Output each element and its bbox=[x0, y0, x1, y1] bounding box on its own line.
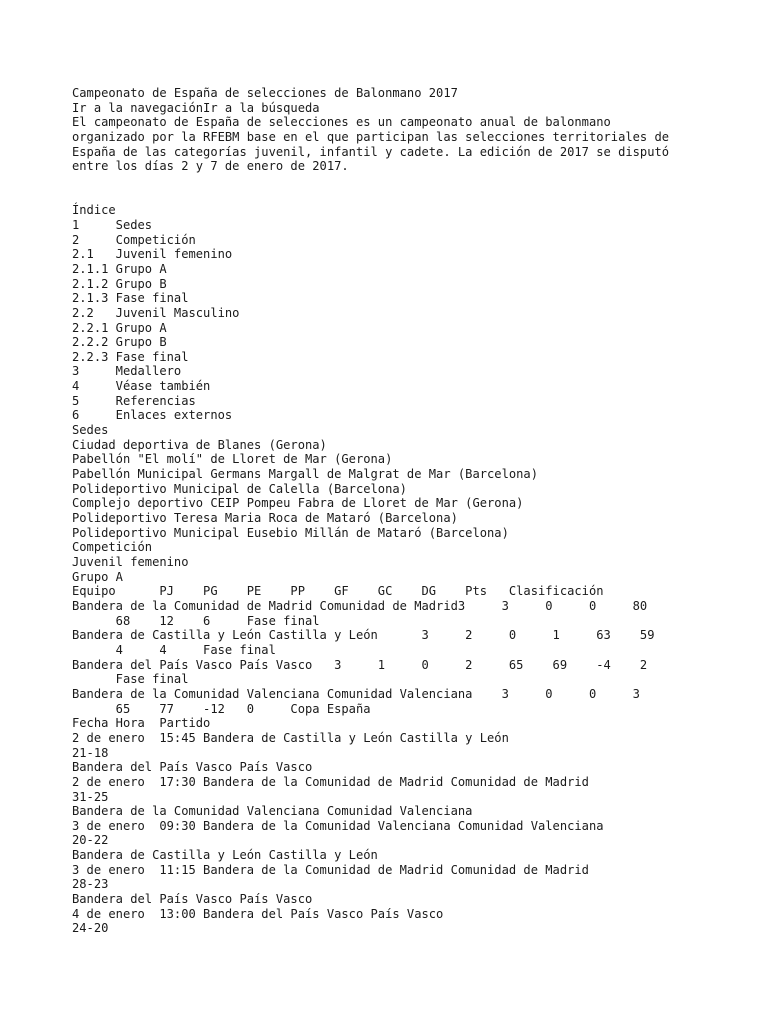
document-line: 3 de enero 09:30 Bandera de la Comunidad Valenciana Comunidad Valenciana bbox=[72, 818, 604, 833]
document-line: Bandera de Castilla y León Castilla y León bbox=[72, 848, 378, 863]
document-line: Ir a la navegaciónIr a la búsqueda bbox=[72, 100, 320, 115]
document-line: Competición bbox=[72, 540, 153, 555]
document-line: Pabellón "El molí" de Lloret de Mar (Gerona) bbox=[72, 452, 393, 467]
document-line: 2.2 Juvenil Masculino bbox=[72, 305, 240, 320]
document-line: 1 Sedes bbox=[72, 217, 153, 232]
document-line: Bandera del País Vasco País Vasco bbox=[72, 760, 313, 775]
document-line: Bandera de Castilla y León Castilla y León 3 2 0 1 63 59 bbox=[72, 628, 655, 643]
document-line: Campeonato de España de selecciones de Balonmano 2017 bbox=[72, 86, 458, 100]
document-line: 2.1.1 Grupo A bbox=[72, 261, 167, 276]
document-line: 6 Enlaces externos bbox=[72, 408, 233, 423]
document-line: 2.1 Juvenil femenino bbox=[72, 247, 233, 262]
document-line bbox=[72, 174, 762, 189]
document-line: 2.2.1 Grupo A bbox=[72, 320, 167, 335]
document-line: 21-18 bbox=[72, 745, 109, 760]
document-line: 4 Véase también bbox=[72, 379, 211, 394]
document-line: Sedes bbox=[72, 423, 109, 438]
document-line: 2.2.2 Grupo B bbox=[72, 335, 167, 350]
document-line: 68 12 6 Fase final bbox=[72, 613, 320, 628]
document-line: 2 de enero 15:45 Bandera de Castilla y León Castilla y León bbox=[72, 730, 509, 745]
document-text bbox=[72, 86, 762, 936]
document-line: 3 Medallero bbox=[72, 364, 182, 379]
document-line: Índice bbox=[72, 203, 116, 218]
document-line: 5 Referencias bbox=[72, 393, 196, 408]
document-line: 31-25 bbox=[72, 789, 109, 804]
document-line: Bandera del País Vasco País Vasco bbox=[72, 892, 313, 907]
document-line: organizado por la RFEBM base en el que participan las selecciones territoriales de bbox=[72, 129, 670, 144]
document-line: Bandera de la Comunidad Valenciana Comunidad Valenciana bbox=[72, 804, 473, 819]
document-line: 24-20 bbox=[72, 921, 109, 936]
document-line: Grupo A bbox=[72, 569, 123, 584]
document-line: Bandera de la Comunidad de Madrid Comunidad de Madrid3 3 0 0 80 bbox=[72, 598, 648, 613]
document-line: Polideportivo Municipal Eusebio Millán de Mataró (Barcelona) bbox=[72, 525, 509, 540]
document-line: 4 de enero 13:00 Bandera del País Vasco País Vasco bbox=[72, 906, 444, 921]
document-line: Equipo PJ PG PE PP GF GC DG Pts Clasificación bbox=[72, 584, 604, 599]
document-line: Fase final bbox=[72, 672, 189, 687]
document-line: 2.1.3 Fase final bbox=[72, 291, 189, 306]
document-line: Fecha Hora Partido bbox=[72, 716, 211, 731]
document-line: Polideportivo Teresa Maria Roca de Mataró (Barcelona) bbox=[72, 511, 458, 526]
document-line: 2.2.3 Fase final bbox=[72, 349, 189, 364]
document-line: El campeonato de España de selecciones es un campeonato anual de balonmano bbox=[72, 115, 611, 130]
document-line: Complejo deportivo CEIP Pompeu Fabra de Lloret de Mar (Gerona) bbox=[72, 496, 524, 511]
document-line: Juvenil femenino bbox=[72, 555, 189, 569]
document-line: Bandera de la Comunidad Valenciana Comunidad Valenciana 3 0 0 3 bbox=[72, 686, 640, 701]
document-line: 3 de enero 11:15 Bandera de la Comunidad de Madrid Comunidad de Madrid bbox=[72, 862, 589, 877]
document-line: 2.1.2 Grupo B bbox=[72, 276, 167, 291]
document-line: entre los días 2 y 7 de enero de 2017. bbox=[72, 159, 349, 174]
document-line: 2 de enero 17:30 Bandera de la Comunidad de Madrid Comunidad de Madrid bbox=[72, 774, 589, 789]
document-line: 28-23 bbox=[72, 877, 109, 892]
document-line: Polideportivo Municipal de Calella (Barcelona) bbox=[72, 481, 407, 496]
document-line: España de las categorías juvenil, infantil y cadete. La edición de 2017 se disputó bbox=[72, 144, 670, 159]
document-line: Ciudad deportiva de Blanes (Gerona) bbox=[72, 437, 327, 452]
document-line: 4 4 Fase final bbox=[72, 642, 276, 657]
document-line: Bandera del País Vasco País Vasco 3 1 0 2 65 69 -4 2 bbox=[72, 657, 648, 672]
document-line bbox=[72, 189, 762, 204]
document-line: 65 77 -12 0 Copa España bbox=[72, 701, 371, 716]
document-line: Pabellón Municipal Germans Margall de Malgrat de Mar (Barcelona) bbox=[72, 467, 538, 482]
document-line: 20-22 bbox=[72, 833, 109, 848]
document-line: 2 Competición bbox=[72, 232, 196, 247]
